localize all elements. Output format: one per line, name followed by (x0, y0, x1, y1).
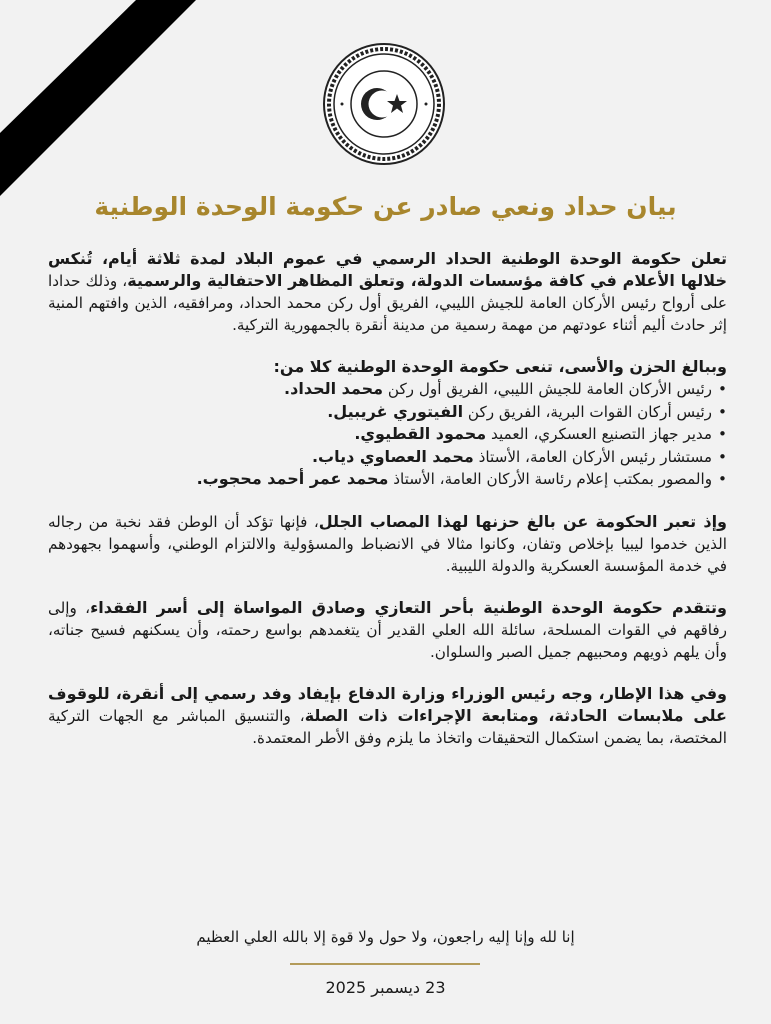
divider (290, 963, 480, 965)
closing-verse: إنا لله وإنا إليه راجعون، ولا حول ولا قوة إلا بالله العلي العظيم (196, 928, 575, 946)
list-item: •مدير جهاز التصنيع العسكري، العميد محمود القطيوي. (354, 424, 727, 443)
paragraph-delegation: وفي هذا الإطار، وجه رئيس الوزراء وزارة الدفاع بإيفاد وفد رسمي إلى أنقرة، للوقوف على ملابسات الحادثة، ومتابعة الإجراءات ذات الصلة، والتنسيق المباشر مع الجهات التركية المختصة، بما يضمن استكمال التحقيقات واتخاذ ما يلزم وفق الأطر المعتمدة. (48, 683, 727, 747)
statement-body (48, 248, 727, 769)
deceased-list (48, 378, 727, 491)
announcement-text: ، وذلك حدادا على أرواح رئيس الأركان العامة للجيش الليبي، الفريق أول ركن محمد الحداد، ومرافقيه، الذين وافتهم المنية إثر حادث أليم أثناء عودتهم من مهمة رسمية من مدينة أنقرة بالجمهورية التركية. (48, 272, 727, 334)
list-item: •رئيس الأركان العامة للجيش الليبي، الفريق أول ركن محمد الحداد. (284, 379, 727, 398)
statement-date: 23 ديسمبر 2025 (325, 978, 446, 997)
mourning-ribbon-icon (0, 0, 220, 220)
paragraph-condolences: وتتقدم حكومة الوحدة الوطنية بأحر التعازي وصادق المواساة إلى أسر الفقداء، وإلى رفاقهم في القوات المسلحة، سائلة الله العلي القدير أن يتغمدهم بواسع رحمته، وأن يسكنهم فسيح جناته، وأن يلهم ذويهم ومحبيهم جميل الصبر والسلوان. (48, 597, 727, 661)
list-item: •مستشار رئيس الأركان العامة، الأستاذ محمد العصاوي دياب. (311, 446, 727, 466)
obituary-intro: وببالغ الحزن والأسى، تنعى حكومة الوحدة الوطنية كلا من: (273, 357, 727, 376)
paragraph-grief: وإذ تعبر الحكومة عن بالغ حزنها لهذا المصاب الجلل، فإنها تؤكد أن الوطن فقد نخبة من رجاله الذين خدموا ليبيا بإخلاص وتفان، وكانوا مثالا في الانضباط والمسؤولية والالتزام الوطني، وأسهموا بجهودهم في خدمة المؤسسة العسكرية والدولة الليبية. (48, 511, 727, 575)
list-item: •رئيس أركان القوات البرية، الفريق ركن الفيتوري غريبيل. (327, 401, 727, 421)
list-item: •والمصور بمكتب إعلام رئاسة الأركان العامة، الأستاذ محمد عمر أحمد محجوب. (196, 469, 727, 488)
page-title: بيان حداد ونعي صادر عن حكومة الوحدة الوطنية (94, 192, 677, 221)
paragraph-obituary (48, 356, 727, 491)
announcement-bold: تعلن حكومة الوحدة الوطنية الحداد الرسمي في عموم البلاد لمدة ثلاثة أيام، تُنكس خلالها الأعلام في كافة مؤسسات الدولة، وتعلق المظاهر الاحتفالية والرسمية (48, 249, 727, 290)
libya-government-seal-icon (322, 42, 446, 166)
paragraph-announcement (48, 248, 727, 336)
